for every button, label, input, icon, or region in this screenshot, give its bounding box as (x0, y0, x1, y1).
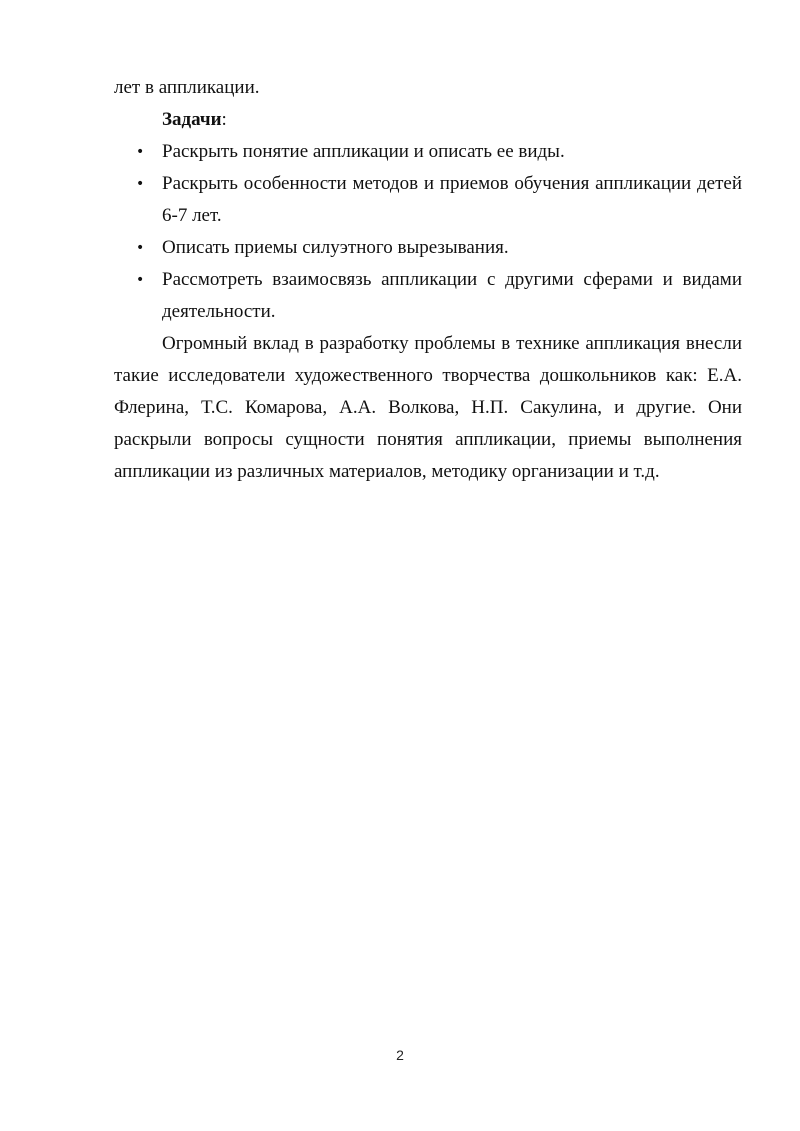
task-text: Раскрыть понятие аппликации и описать ее виды. (162, 141, 565, 162)
bullet-icon: • (136, 240, 145, 256)
bullet-icon: • (136, 176, 145, 192)
list-item (114, 264, 742, 328)
task-text: Рассмотреть взаимосвязь аппликации с другими сферами и видами деятельности. (162, 269, 742, 322)
task-text: Раскрыть особенности методов и приемов обучения аппликации детей 6-7 лет. (162, 173, 742, 226)
task-text: Описать приемы силуэтного вырезывания. (162, 237, 509, 258)
list-item (114, 232, 742, 264)
list-item (114, 168, 742, 232)
tasks-list (114, 136, 742, 328)
bullet-icon: • (136, 272, 145, 288)
bullet-icon: • (136, 144, 145, 160)
intro-fragment: лет в аппликации. (114, 77, 260, 98)
page-number: 2 (396, 1047, 404, 1063)
page-body (114, 72, 742, 488)
body-paragraph: Огромный вклад в разработку проблемы в технике аппликация внесли такие исследователи художественного творчества дошкольников как: Е.А. Флерина, Т.С. Комарова, А.А. Волкова, Н.П. Сакулина, и другие. Они раскрыли вопросы сущности понятия аппликации, приемы выполнения аппликации из различных материалов, методику организации и т.д. (114, 333, 742, 482)
tasks-heading (114, 104, 742, 136)
tasks-heading-label: Задачи (162, 109, 222, 130)
list-item (114, 136, 742, 168)
tasks-heading-colon: : (221, 109, 227, 130)
